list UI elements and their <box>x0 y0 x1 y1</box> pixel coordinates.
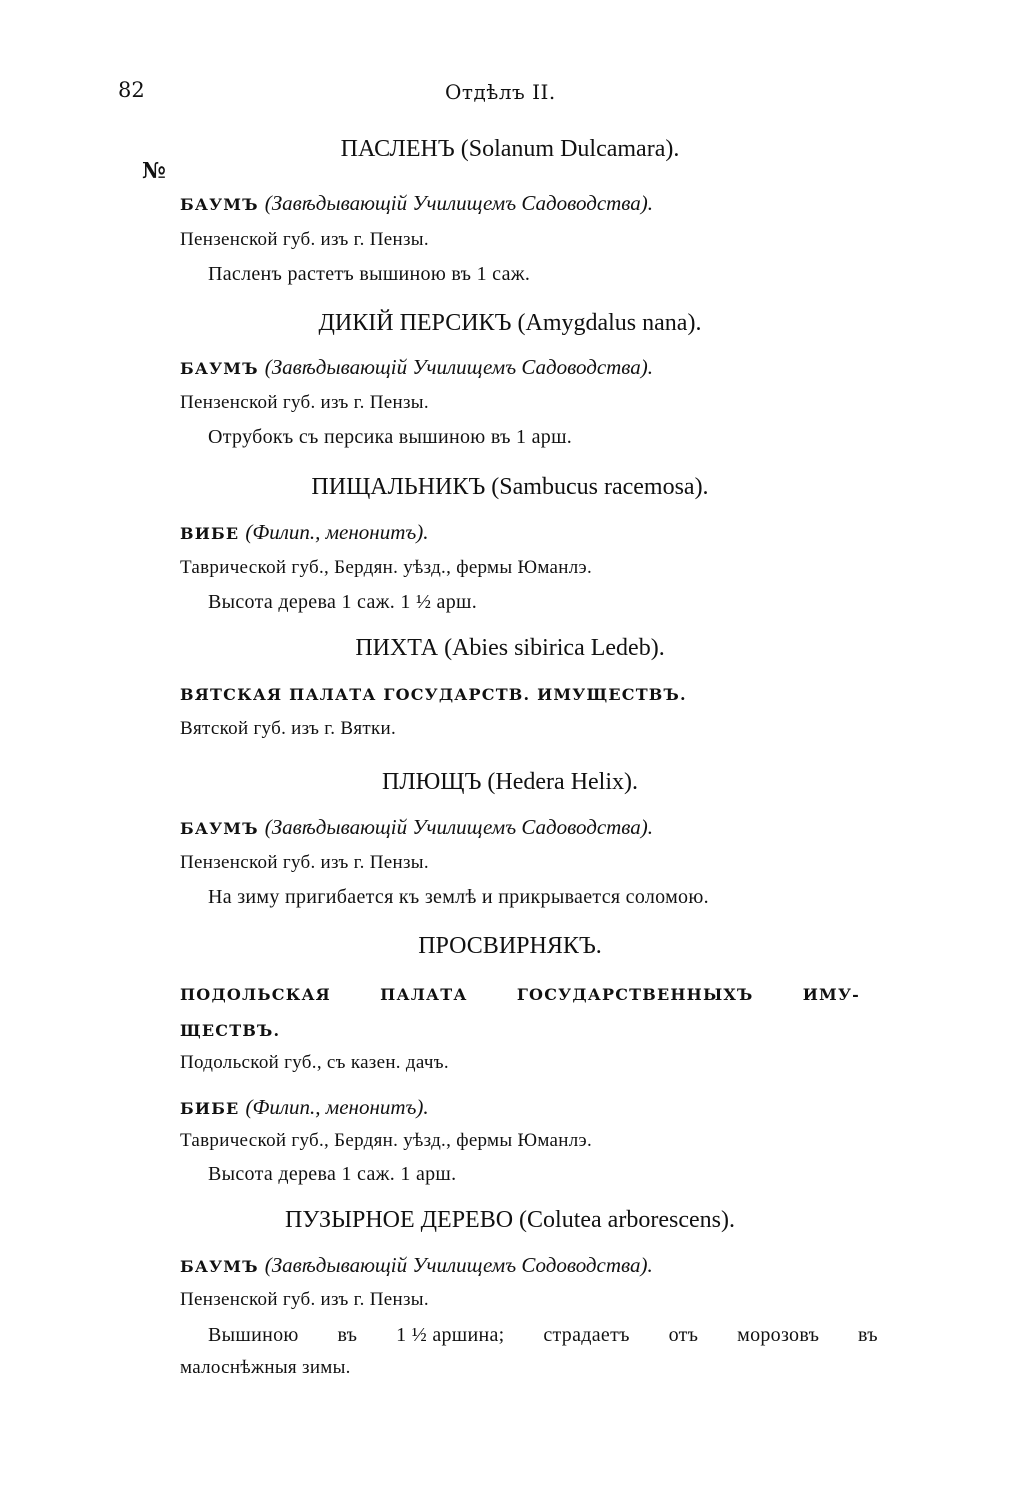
exhibitor-word: ПАЛАТА <box>380 985 468 1004</box>
location-line: Таврической губ., Бердян. уѣзд., фермы Юманлэ. <box>180 557 593 578</box>
exhibitor-word: ЩЕСТВЪ. <box>180 1021 281 1040</box>
exhibitor-name: ВЯТСКАЯ ПАЛАТА ГОСУДАРСТВ. ИМУЩЕСТВЪ. <box>180 685 687 704</box>
exhibitor-line <box>180 817 653 838</box>
running-head: Отдѣлъ II. <box>445 80 556 104</box>
exhibitor-description: (Филип., менонитъ). <box>245 1095 429 1119</box>
exhibitor-description: (Завѣдывающій Училищемъ Садоводства). <box>264 815 654 839</box>
exhibitor-continuation <box>180 1021 280 1040</box>
location-line: Таврической губ., Бердян. уѣзд., фермы Юманлэ. <box>180 1130 593 1151</box>
exhibitor-name: БАУМЪ <box>180 819 259 838</box>
exhibitor-name: БАУМЪ <box>180 195 259 214</box>
note-word: отъ <box>668 1324 699 1346</box>
location-line: Вятской губ. изъ г. Вятки. <box>180 718 397 739</box>
page-number: 82 <box>118 78 145 102</box>
exhibitor-name: БИБЕ <box>180 1099 240 1118</box>
exhibitor-description: (Филип., менонитъ). <box>245 520 429 544</box>
section-title: ПЛЮЩЪ (Hedera Helix). <box>381 769 639 795</box>
location-line: Подольской губ., съ казен. дачъ. <box>180 1052 449 1073</box>
exhibitor-line <box>180 987 860 1003</box>
exhibitor-line <box>180 1097 429 1118</box>
exhibitor-description: (Завѣдывающій Училищемъ Содоводства). <box>264 1253 653 1277</box>
exhibitor-line <box>180 1255 653 1276</box>
note-word: морозовъ <box>737 1324 820 1346</box>
exhibitor-line <box>180 685 687 704</box>
note-word: въ <box>337 1324 358 1346</box>
section-title: ПИЩАЛЬНИКЪ (Sambucus racemosa). <box>311 474 709 500</box>
note-line: Отрубокъ съ персика вышиною въ 1 арш. <box>208 426 573 448</box>
note-line: Высота дерева 1 саж. 1 арш. <box>208 1163 457 1185</box>
number-mark: № <box>142 158 166 184</box>
section-title: ДИКІЙ ПЕРСИКЪ (Amygdalus nana). <box>318 310 702 336</box>
note-line: Высота дерева 1 саж. 1 ½ арш. <box>208 591 478 613</box>
exhibitor-description: (Завѣдывающій Училищемъ Садоводства). <box>264 191 654 215</box>
exhibitor-description: (Завѣдывающій Училищемъ Садоводства). <box>264 355 654 379</box>
exhibitor-name: ВИБЕ <box>180 524 240 543</box>
exhibitor-word: ГОСУДАРСТВЕННЫХЪ <box>516 985 754 1004</box>
exhibitor-line <box>180 193 653 214</box>
note-continuation: малоснѣжныя зимы. <box>180 1357 351 1378</box>
exhibitor-word: ПОДОЛЬСКАЯ <box>180 985 331 1004</box>
location-line: Пензенской губ. изъ г. Пензы. <box>180 229 429 250</box>
section-title: ПИХТА (Abies sibirica Ledeb). <box>355 635 665 661</box>
note-word: Вышиною <box>208 1324 299 1346</box>
location-line: Пензенской губ. изъ г. Пензы. <box>180 392 429 413</box>
note-line <box>208 1325 878 1345</box>
note-word: въ <box>858 1324 878 1346</box>
exhibitor-name: БАУМЪ <box>180 1257 259 1276</box>
note-line: На зиму пригибается къ землѣ и прикрывается соломою. <box>208 886 709 908</box>
exhibitor-word: ИМУ- <box>802 985 860 1004</box>
exhibitor-line <box>180 357 653 378</box>
section-title: ПРОСВИРНЯКЪ. <box>418 933 602 959</box>
note-word: 1 ½ аршина; <box>396 1324 505 1346</box>
note-word: страдаетъ <box>543 1324 630 1346</box>
note-line: Пасленъ растетъ вышиною въ 1 саж. <box>208 263 531 285</box>
location-line: Пензенской губ. изъ г. Пензы. <box>180 852 429 873</box>
exhibitor-name: БАУМЪ <box>180 359 259 378</box>
location-line: Пензенской губ. изъ г. Пензы. <box>180 1289 429 1310</box>
section-title: ПАСЛЕНЪ (Solanum Dulcamara). <box>340 136 680 162</box>
section-title: ПУЗЫРНОЕ ДЕРЕВО (Colutea arborescens). <box>285 1207 735 1233</box>
exhibitor-line <box>180 522 429 543</box>
